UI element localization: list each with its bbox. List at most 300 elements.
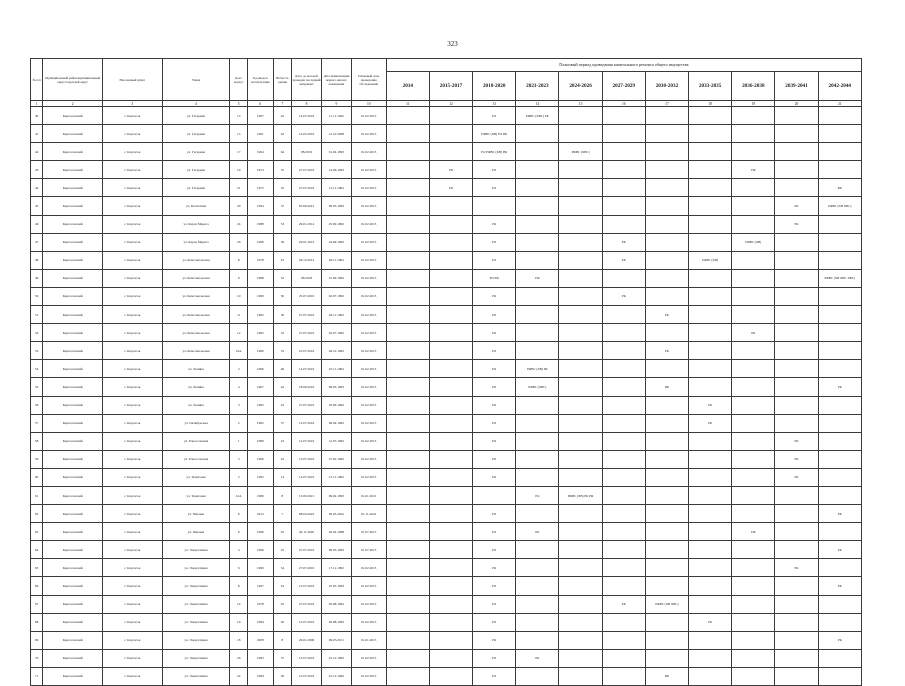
plan-cell-2014 [386, 667, 429, 685]
privatization-cell: 15.11.1992 [321, 179, 351, 197]
column-number: 4 [162, 101, 230, 107]
wear-cell: 20 [273, 613, 292, 631]
last-repair-cell: 12.07.2016 [292, 414, 322, 432]
privatization-cell: 02.07.1992 [321, 287, 351, 305]
house-cell: 13 [230, 107, 247, 125]
plan-cell-2021-2023 [516, 667, 559, 685]
table-row [31, 378, 862, 396]
district-cell: Каргасокский [43, 541, 103, 559]
year-built-cell: 1997 [247, 577, 273, 595]
year-header-2018-2020: 2018-2020 [473, 72, 516, 101]
year-built-cell: 1989 [247, 287, 273, 305]
plan-cell-2015-2017 [429, 396, 472, 414]
plan-cell-2021-2023 [516, 432, 559, 450]
house-cell: 10 [230, 287, 247, 305]
plan-cell-2042-2044 [818, 342, 861, 360]
street-cell: ул. Энергетиков [162, 649, 230, 667]
plan-cell-2014 [386, 197, 429, 215]
plan-cell-2027-2029 [602, 342, 645, 360]
table-row [31, 215, 862, 233]
row-number: 48 [31, 251, 43, 269]
plan-cell-2033-2035 [689, 595, 732, 613]
plan-cell-2030-2032 [645, 505, 688, 523]
plan-cell-2015-2017 [429, 306, 472, 324]
plan-cell-2042-2044 [818, 432, 861, 450]
house-cell: 6 [230, 505, 247, 523]
plan-cell-2021-2023 [516, 396, 559, 414]
privatization-cell: 27.02.1992 [321, 450, 351, 468]
year-built-cell: 1992 [247, 468, 273, 486]
plan-cell-2021-2023 [516, 215, 559, 233]
plan-cell-2015-2017 [429, 215, 472, 233]
table-body [31, 107, 862, 686]
district-cell: Каргасокский [43, 269, 103, 287]
plan-cell-2021-2023 [516, 450, 559, 468]
plan-cell-2042-2044 [818, 215, 861, 233]
plan-cell-2021-2023 [516, 541, 559, 559]
plan-cell-2018-2020: РО [473, 396, 516, 414]
plan-cell-2039-2041 [775, 523, 818, 541]
plan-cell-2027-2029 [602, 613, 645, 631]
plan-cell-2036-2038 [732, 505, 775, 523]
column-number: 17 [645, 101, 688, 107]
locality-cell: с. Каргасок [102, 125, 162, 143]
plan-cell-2039-2041 [775, 541, 818, 559]
plan-cell-2018-2020: РО [473, 233, 516, 251]
year-built-cell: 1974 [247, 161, 273, 179]
row-number: 54 [31, 360, 43, 378]
district-cell: Каргасокский [43, 486, 103, 504]
plan-cell-2036-2038 [732, 125, 775, 143]
district-cell: Каргасокский [43, 233, 103, 251]
row-number: 66 [31, 577, 43, 595]
year-built-cell: 1994 [247, 197, 273, 215]
plan-cell-2039-2041: РК [775, 197, 818, 215]
inspection-plan-cell: 01.01.2021 [351, 486, 386, 504]
last-repair-cell: 08.2019 [292, 143, 322, 161]
plan-cell-2033-2035 [689, 324, 732, 342]
row-number: 52 [31, 324, 43, 342]
privatization-cell: 25.05.1993 [321, 577, 351, 595]
year-header-2042-2044: 2042-2044 [818, 72, 861, 101]
district-cell: Каргасокский [43, 667, 103, 685]
plan-cell-2039-2041: РК [775, 468, 818, 486]
plan-cell-2024-2026 [559, 577, 602, 595]
plan-cell-2015-2017 [429, 378, 472, 396]
plan-cell-2042-2044 [818, 287, 861, 305]
street-cell: ул. Энергетиков [162, 577, 230, 595]
wear-cell: 34 [273, 559, 292, 577]
year-built-cell: 1975 [247, 179, 273, 197]
plan-cell-2033-2035 [689, 269, 732, 287]
plan-cell-2039-2041 [775, 269, 818, 287]
last-repair-cell: 26.01.2006 [292, 631, 322, 649]
table-row [31, 559, 862, 577]
wear-cell: 42 [273, 107, 292, 125]
plan-cell-2014 [386, 559, 429, 577]
privatization-cell: 24.09.1992 [321, 233, 351, 251]
plan-cell-2042-2044: РФ [818, 179, 861, 197]
house-cell: 18 [230, 631, 247, 649]
plan-cell-2015-2017 [429, 523, 472, 541]
last-repair-cell: 29.01.2014 [292, 215, 322, 233]
inspection-plan-cell: 01.02.2015 [351, 378, 386, 396]
table-row [31, 432, 862, 450]
locality-cell: с. Каргасок [102, 559, 162, 577]
plan-cell-2014 [386, 450, 429, 468]
plan-cell-2014 [386, 486, 429, 504]
plan-cell-2018-2020 [473, 197, 516, 215]
year-built-cell: 1985 [247, 324, 273, 342]
inspection-plan-cell: 01.02.2015 [351, 287, 386, 305]
house-cell: 10А [230, 342, 247, 360]
table-row [31, 287, 862, 305]
house-cell: 21 [230, 179, 247, 197]
locality-cell: с. Каргасок [102, 378, 162, 396]
plan-cell-2024-2026 [559, 613, 602, 631]
plan-cell-2024-2026 [559, 197, 602, 215]
plan-cell-2021-2023 [516, 197, 559, 215]
plan-cell-2030-2032 [645, 523, 688, 541]
column-number: 7 [273, 101, 292, 107]
row-number: 69 [31, 631, 43, 649]
last-repair-cell: 14.05.2016 [292, 125, 322, 143]
row-number: 68 [31, 613, 43, 631]
district-cell: Каргасокский [43, 432, 103, 450]
plan-cell-2036-2038 [732, 595, 775, 613]
privatization-cell: 25.11.1992 [321, 360, 351, 378]
locality-cell: с. Каргасок [102, 631, 162, 649]
inspection-plan-cell: 01.07.2015 [351, 523, 386, 541]
wear-cell: 37 [273, 197, 292, 215]
plan-cell-2024-2026 [559, 251, 602, 269]
plan-cell-2018-2020: РО [473, 631, 516, 649]
last-repair-cell: 26.12.2014 [292, 251, 322, 269]
plan-cell-2042-2044 [818, 396, 861, 414]
row-number: 50 [31, 287, 43, 305]
plan-cell-2018-2020: РО [473, 107, 516, 125]
last-repair-cell: 27.07.2016 [292, 559, 322, 577]
plan-cell-2018-2020: РО [473, 251, 516, 269]
plan-cell-2018-2020: РО [473, 287, 516, 305]
wear-cell: 55 [273, 179, 292, 197]
plan-cell-2014 [386, 631, 429, 649]
plan-cell-2024-2026 [559, 179, 602, 197]
year-built-cell: 1982 [247, 414, 273, 432]
year-built-cell: 1978 [247, 251, 273, 269]
district-cell: Каргасокский [43, 161, 103, 179]
locality-cell: с. Каргасок [102, 306, 162, 324]
plan-cell-2015-2017 [429, 577, 472, 595]
plan-cell-2042-2044: РК [818, 577, 861, 595]
inspection-plan-cell: 01.07.2015 [351, 541, 386, 559]
year-header-2015-2017: 2015-2017 [429, 72, 472, 101]
plan-cell-2039-2041 [775, 577, 818, 595]
last-repair-cell: 15.09.2021 [292, 486, 322, 504]
plan-cell-2021-2023 [516, 342, 559, 360]
plan-cell-2033-2035 [689, 378, 732, 396]
plan-cell-2015-2017 [429, 595, 472, 613]
year-built-cell: 1982 [247, 306, 273, 324]
plan-cell-2024-2026 [559, 324, 602, 342]
plan-cell-2015-2017 [429, 432, 472, 450]
year-header-2024-2026: 2024-2026 [559, 72, 602, 101]
plan-cell-2015-2017 [429, 649, 472, 667]
plan-cell-2027-2029 [602, 179, 645, 197]
plan-cell-2030-2032 [645, 179, 688, 197]
plan-cell-2030-2032 [645, 631, 688, 649]
district-cell: Каргасокский [43, 523, 103, 541]
row-number: 47 [31, 233, 43, 251]
row-number: 43 [31, 161, 43, 179]
table-row [31, 414, 862, 432]
plan-cell-2018-2020: РО [473, 161, 516, 179]
plan-cell-2014 [386, 360, 429, 378]
plan-cell-2015-2017 [429, 324, 472, 342]
plan-cell-2027-2029 [602, 378, 645, 396]
plan-cell-2014 [386, 595, 429, 613]
street-cell: ул. Карла Маркса [162, 215, 230, 233]
year-built-cell: 1980 [247, 342, 273, 360]
plan-cell-2027-2029 [602, 269, 645, 287]
house-cell: 2 [230, 414, 247, 432]
column-number: 16 [602, 101, 645, 107]
plan-cell-2036-2038: РФВС (ХВ) [732, 233, 775, 251]
district-cell: Каргасокский [43, 324, 103, 342]
plan-cell-2036-2038 [732, 143, 775, 161]
locality-cell: с. Каргасок [102, 161, 162, 179]
plan-cell-2014 [386, 233, 429, 251]
plan-cell-2027-2029 [602, 541, 645, 559]
plan-cell-2042-2044 [818, 251, 861, 269]
inspection-plan-cell: 01.02.2015 [351, 233, 386, 251]
inspection-plan-cell: 01.02.2015 [351, 107, 386, 125]
locality-cell: с. Каргасок [102, 269, 162, 287]
plan-cell-2030-2032: РФ [645, 667, 688, 685]
inspection-plan-cell: 01.02.2015 [351, 667, 386, 685]
plan-cell-2036-2038 [732, 306, 775, 324]
plan-cell-2018-2020: РФВС (ХВ) РО РФ [473, 125, 516, 143]
house-cell: 20 [230, 197, 247, 215]
last-repair-cell: 14.07.2016 [292, 107, 322, 125]
plan-cell-2036-2038 [732, 215, 775, 233]
plan-cell-2021-2023 [516, 324, 559, 342]
plan-cell-2033-2035 [689, 179, 732, 197]
plan-cell-2030-2032 [645, 396, 688, 414]
table-row [31, 342, 862, 360]
table-row [31, 577, 862, 595]
plan-cell-2021-2023 [516, 179, 559, 197]
plan-cell-2033-2035: РК [689, 396, 732, 414]
column-number: 21 [818, 101, 861, 107]
plan-cell-2018-2020: РО [473, 505, 516, 523]
plan-cell-2027-2029 [602, 523, 645, 541]
plan-cell-2015-2017 [429, 251, 472, 269]
plan-cell-2033-2035 [689, 432, 732, 450]
plan-cell-2036-2038 [732, 486, 775, 504]
plan-cell-2033-2035 [689, 287, 732, 305]
plan-cell-2018-2020: РО [473, 450, 516, 468]
inspection-plan-cell: 01.02.2015 [351, 450, 386, 468]
privatization-cell: 17.11.1992 [321, 559, 351, 577]
plan-cell-2033-2035 [689, 631, 732, 649]
street-cell: ул. Гагарина [162, 143, 230, 161]
row-number: 62 [31, 505, 43, 523]
plan-cell-2024-2026 [559, 269, 602, 287]
plan-cell-2042-2044: РФВС (ХВ ХВС ХВС) [818, 269, 861, 287]
district-cell: Каргасокский [43, 215, 103, 233]
wear-cell: 30 [273, 667, 292, 685]
plan-cell-2018-2020: РО РФ [473, 269, 516, 287]
header-row-top [31, 59, 862, 72]
street-cell: ул. Трактовая [162, 486, 230, 504]
plan-cell-2024-2026 [559, 523, 602, 541]
plan-cell-2042-2044: РК [818, 505, 861, 523]
column-header-locality: Населенный пункт [102, 59, 162, 101]
privatization-cell: 09.03.2011 [321, 631, 351, 649]
column-header-wear: Ветхость здания [273, 59, 292, 101]
inspection-plan-cell: 01.02.2015 [351, 432, 386, 450]
table-row [31, 125, 862, 143]
wear-cell: 55 [273, 161, 292, 179]
column-header-last-repair-date: Дата, до которой проведен последний капремонт [292, 59, 322, 101]
last-repair-cell: 29.01.2014 [292, 233, 322, 251]
plan-cell-2018-2020: РО [473, 577, 516, 595]
plan-cell-2018-2020: РО [473, 342, 516, 360]
column-number: 12 [429, 101, 472, 107]
plan-cell-2014 [386, 541, 429, 559]
plan-cell-2014 [386, 468, 429, 486]
privatization-cell: 05.08.1992 [321, 595, 351, 613]
plan-cell-2015-2017 [429, 287, 472, 305]
locality-cell: с. Каргасок [102, 450, 162, 468]
plan-cell-2030-2032 [645, 577, 688, 595]
privatization-cell: 25.09.1992 [321, 215, 351, 233]
street-cell: ул. Ленина [162, 378, 230, 396]
plan-cell-2033-2035 [689, 505, 732, 523]
house-cell: 8 [230, 251, 247, 269]
plan-cell-2036-2038: РФ [732, 161, 775, 179]
plan-cell-2042-2044: РК [818, 541, 861, 559]
plan-cell-2024-2026 [559, 107, 602, 125]
locality-cell: с. Каргасок [102, 324, 162, 342]
plan-cell-2036-2038: РК [732, 324, 775, 342]
year-built-cell: 1984 [247, 667, 273, 685]
last-repair-cell: 25.07.2016 [292, 342, 322, 360]
plan-cell-2021-2023 [516, 414, 559, 432]
plan-cell-2033-2035: РФВС (ХВ) [689, 251, 732, 269]
plan-cell-2021-2023 [516, 631, 559, 649]
capital-repair-table-sheet [30, 58, 862, 686]
house-cell: 22 [230, 667, 247, 685]
last-repair-cell: 14.07.2016 [292, 360, 322, 378]
plan-cell-2018-2020: РО [473, 215, 516, 233]
privatization-cell: 09.03.2022 [321, 505, 351, 523]
plan-cell-2027-2029 [602, 486, 645, 504]
house-cell: 1 [230, 432, 247, 450]
wear-cell: 42 [273, 378, 292, 396]
plan-cell-2039-2041 [775, 143, 818, 161]
street-cell: ул. Комсомольская [162, 251, 230, 269]
street-cell: ул. Рокоссовская [162, 432, 230, 450]
street-cell: ул. Комсомольская [162, 287, 230, 305]
plan-cell-2015-2017 [429, 143, 472, 161]
privatization-cell: 26.08.1993 [321, 613, 351, 631]
plan-cell-2024-2026 [559, 541, 602, 559]
plan-cell-2039-2041 [775, 360, 818, 378]
house-cell: 9 [230, 269, 247, 287]
plan-cell-2030-2032 [645, 251, 688, 269]
wear-cell: 7 [273, 505, 292, 523]
plan-cell-2030-2032: РФВС (ХВ ХВС) [645, 595, 688, 613]
plan-cell-2027-2029: РК [602, 287, 645, 305]
street-cell: ул. Энергетиков [162, 595, 230, 613]
inspection-plan-cell: 01.01.2015 [351, 631, 386, 649]
plan-cell-2042-2044: РФВС (ХВ ХВС) [818, 197, 861, 215]
plan-cell-2042-2044 [818, 233, 861, 251]
plan-cell-2036-2038 [732, 342, 775, 360]
plan-cell-2014 [386, 613, 429, 631]
house-cell: 4 [230, 541, 247, 559]
plan-cell-2018-2020: РО [473, 468, 516, 486]
row-number: 63 [31, 523, 43, 541]
table-row [31, 179, 862, 197]
plan-cell-2033-2035: РК [689, 613, 732, 631]
street-cell: ул. Гагарина [162, 125, 230, 143]
wear-cell: 22 [273, 251, 292, 269]
plan-cell-2014 [386, 577, 429, 595]
plan-cell-2027-2029 [602, 631, 645, 649]
plan-cell-2033-2035 [689, 523, 732, 541]
plan-cell-2033-2035 [689, 342, 732, 360]
row-number: 65 [31, 559, 43, 577]
house-cell: 8 [230, 577, 247, 595]
plan-cell-2027-2029: РК [602, 233, 645, 251]
plan-cell-2021-2023 [516, 505, 559, 523]
plan-cell-2027-2029 [602, 559, 645, 577]
plan-cell-2033-2035 [689, 360, 732, 378]
plan-cell-2015-2017 [429, 505, 472, 523]
district-cell: Каргасокский [43, 613, 103, 631]
plan-cell-2033-2035 [689, 161, 732, 179]
plan-cell-2030-2032 [645, 613, 688, 631]
district-cell: Каргасокский [43, 468, 103, 486]
year-built-cell: 1964 [247, 143, 273, 161]
inspection-plan-cell: 01.02.2015 [351, 414, 386, 432]
plan-cell-2027-2029 [602, 396, 645, 414]
plan-cell-2015-2017: РК [429, 161, 472, 179]
plan-cell-2024-2026 [559, 505, 602, 523]
locality-cell: с. Каргасок [102, 179, 162, 197]
district-cell: Каргасокский [43, 595, 103, 613]
plan-cell-2039-2041 [775, 342, 818, 360]
plan-cell-2021-2023 [516, 577, 559, 595]
plan-cell-2021-2023 [516, 233, 559, 251]
year-built-cell: 1989 [247, 432, 273, 450]
plan-cell-2021-2023 [516, 468, 559, 486]
plan-cell-2042-2044 [818, 161, 861, 179]
plan-cell-2021-2023 [516, 251, 559, 269]
locality-cell: с. Каргасок [102, 432, 162, 450]
wear-cell: 22 [273, 577, 292, 595]
plan-cell-2018-2020: РО [473, 613, 516, 631]
plan-cell-2021-2023 [516, 559, 559, 577]
table-row [31, 161, 862, 179]
inspection-plan-cell: 01.02.2015 [351, 251, 386, 269]
wear-cell: 52 [273, 269, 292, 287]
plan-cell-2018-2020: РО [473, 541, 516, 559]
plan-cell-2036-2038 [732, 613, 775, 631]
